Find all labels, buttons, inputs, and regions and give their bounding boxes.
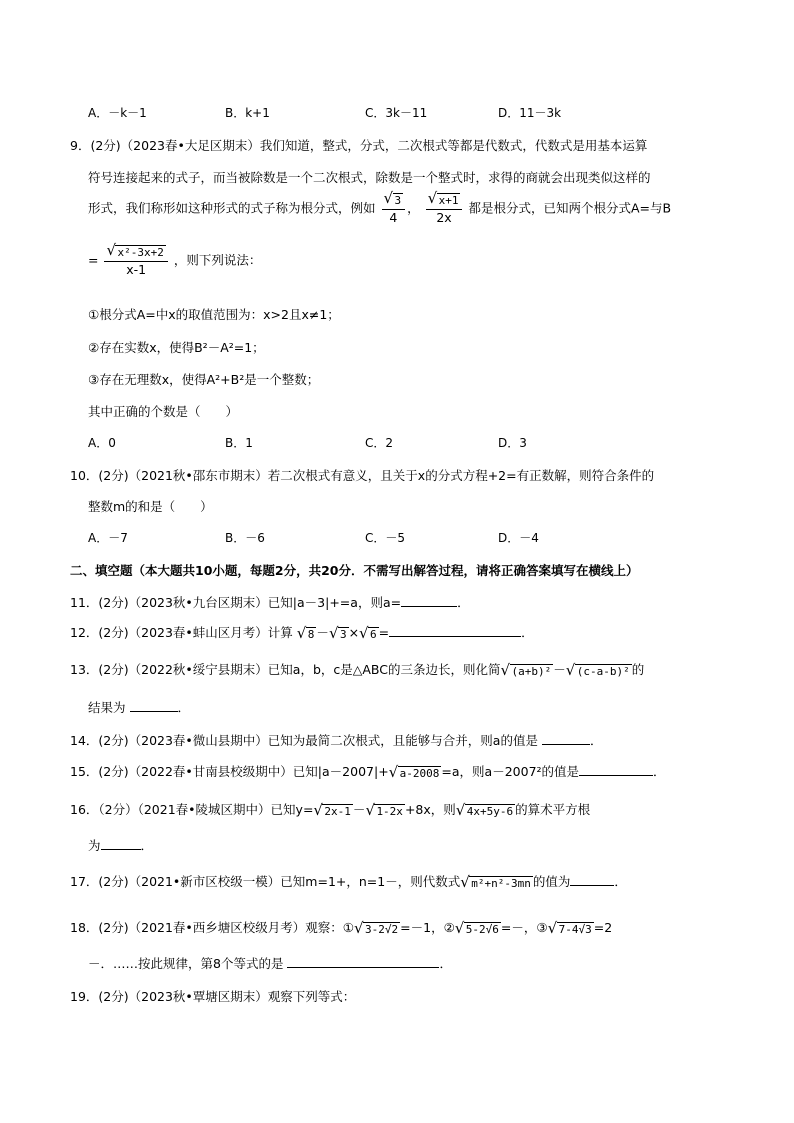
q14-text: 14．(2分)（2023春•微山县期中）已知为最简二次根式，且能够与合并，则a的值是 xyxy=(70,733,538,748)
example-1-denominator: 4 xyxy=(389,210,398,225)
q16-minus: － xyxy=(352,802,366,817)
q10-option-a: A．－7 xyxy=(88,531,128,545)
q16-radicand-1: 2x-1 xyxy=(324,805,351,818)
q12-text: 12．(2分)（2023春•蚌山区月考）计算 xyxy=(70,625,293,640)
q16-radicand-2: 1-2x xyxy=(376,805,403,818)
q15-answer-blank[interactable] xyxy=(579,775,653,776)
q13-line-2 xyxy=(88,698,190,716)
q19: 19．(2分)（2023秋•覃塘区期末）观察下列等式： xyxy=(70,989,356,1004)
q15-text: 15．(2分)（2022春•甘南县校级期中）已知|a－2007|+ xyxy=(70,764,389,779)
q13-text: 13．(2分)（2022秋•绥宁县期末）已知a，b，c是△ABC的三条边长，则化简 xyxy=(70,662,501,677)
example-2-radicand: x+1 xyxy=(438,194,459,207)
q15-end: ． xyxy=(653,764,666,779)
q9-option-b: B．1 xyxy=(225,436,253,450)
fraction-b-denominator: x-1 xyxy=(126,262,147,277)
q18-answer-blank[interactable] xyxy=(287,967,439,968)
q13-radicand-2: (c-a-b)² xyxy=(576,665,630,678)
fraction-b xyxy=(104,244,167,278)
q18-line-2 xyxy=(88,954,452,972)
q18-text: 18．(2分)（2021春•西乡塘区校级月考）观察：① xyxy=(70,920,355,935)
q9-line-4-text: ，则下列说法： xyxy=(173,252,262,268)
q10-line-2: 整数m的和是（ ） xyxy=(88,499,213,514)
fraction-b-radicand: x²-3x+2 xyxy=(117,246,164,259)
section-2-heading: 二、填空题（本大题共10小题，每题2分，共20分．不需写出解答过程，请将正确答案填写在横线上） xyxy=(70,563,639,578)
q8-option-c: C．3k－11 xyxy=(365,106,428,120)
q11-answer-blank[interactable] xyxy=(401,606,457,607)
q13 xyxy=(70,660,644,678)
q9-option-a: A．0 xyxy=(88,436,116,450)
q17-middle: 的值为 xyxy=(532,874,571,889)
q8-option-d: D．11－3k xyxy=(498,106,562,120)
q16-wei: 为 xyxy=(88,838,101,853)
q9-line-2: 符号连接起来的式子，而当被除数是一个二次根式，除数是一个整式时，求得的商就会出现类似这样的 xyxy=(88,170,651,185)
q14-answer-blank[interactable] xyxy=(542,744,590,745)
q16-line-2 xyxy=(88,836,153,854)
q9-line-3-text: 形式，我们称形如这种形式的式子称为根分式，例如 xyxy=(88,200,376,216)
q16-radicand-3: 4x+5y-6 xyxy=(466,805,514,818)
example-1-radicand: 3 xyxy=(394,194,402,207)
q13-answer-blank[interactable] xyxy=(130,711,178,712)
q16-middle: +8x，则 xyxy=(404,802,456,817)
q12-times: × xyxy=(348,625,360,640)
q15 xyxy=(70,762,666,780)
q12-end: ． xyxy=(521,625,534,640)
q18-radicand-1: 3-2√2 xyxy=(365,923,399,936)
q18-radicand-2: 5-2√6 xyxy=(465,923,499,936)
q16-text: 16．（2分）（2021春•陵城区期中）已知y= xyxy=(70,802,314,817)
q13-radicand-1: (a+b)² xyxy=(511,665,552,678)
q18-rule-text: －．……按此规律，第8个等式的是 xyxy=(88,956,284,971)
q9-statement-1: ①根分式A=中x的取值范围为：x>2且x≠1； xyxy=(88,307,340,322)
q15-middle: =a，则a－2007²的值是 xyxy=(441,764,580,779)
q16-period: ． xyxy=(140,838,154,853)
q18-radicand-3: 7-4√3 xyxy=(558,923,592,936)
q16-end: 的算术平方根 xyxy=(515,802,591,817)
q9-ask: 其中正确的个数是（ ） xyxy=(88,404,239,419)
q18 xyxy=(70,918,612,936)
q14-end: ． xyxy=(589,733,603,748)
q16-answer-blank[interactable] xyxy=(101,849,141,850)
example-fraction-2 xyxy=(426,192,463,226)
q12-radicand-1: 8 xyxy=(307,628,315,641)
q12-radicand-2: 3 xyxy=(339,628,347,641)
q9-line-1: 9．(2分)（2023春•大足区期末）我们知道，整式，分式，二次根式等都是代数式，代数式是用基本运算 xyxy=(70,138,648,153)
q9-option-d: D．3 xyxy=(498,436,527,450)
q18-period: ． xyxy=(439,956,452,971)
q17 xyxy=(70,872,627,890)
q8-option-a: A．－k－1 xyxy=(88,106,147,120)
q9-option-c: C．2 xyxy=(365,436,394,450)
q9-statement-3: ③存在无理数x，使得A²+B²是一个整数； xyxy=(88,372,320,387)
q11-end: ． xyxy=(457,595,470,610)
q9-statement-2: ②存在实数x，使得B²－A²=1； xyxy=(88,340,265,355)
q8-option-b: B．k+1 xyxy=(225,106,270,120)
q18-part-3: =2 xyxy=(593,920,613,935)
q10-line-1: 10．(2分)（2021秋•邵东市期末）若二次根式有意义，且关于x的分式方程+2=有正数解，则符合条件的 xyxy=(70,468,655,483)
q15-radicand: a-2008 xyxy=(399,767,440,780)
q18-part-2: =－，③ xyxy=(500,920,548,935)
q12-minus: － xyxy=(316,625,329,640)
example-2-denominator: 2x xyxy=(436,210,452,225)
q11-text: 11．(2分)（2023秋•九台区期末）已知|a－3|+=a，则a= xyxy=(70,595,402,610)
example-fraction-1 xyxy=(382,192,406,226)
q13-minus: － xyxy=(553,662,566,677)
q9-line-4: = √ $\frac{\text{x²-3x+2}}{x-1}$ ，则下列说法： xyxy=(88,244,261,278)
q9-line-3-end: 都是根分式，已知两个根分式A=与B xyxy=(468,200,672,216)
q10-option-b: B．－6 xyxy=(225,531,265,545)
q17-radicand: m²+n²-3mn xyxy=(471,877,531,890)
q12-answer-blank[interactable] xyxy=(389,636,521,637)
q17-text: 17．(2分)（2021•新市区校级一模）已知m=1+，n=1－，则代数式 xyxy=(70,874,461,889)
q18-part-1: =－1，② xyxy=(400,920,455,935)
q11 xyxy=(70,593,470,611)
q12 xyxy=(70,623,534,641)
q17-answer-blank[interactable] xyxy=(570,885,614,886)
q10-option-c: C．－5 xyxy=(365,531,406,545)
q9-line-3: 形式，我们称形如这种形式的式子称为根分式，例如 √ $\frac{3}{4}$ ， √ $\frac{x+1}{2x}$ 都是根分式，已知两个根分式A=与B xyxy=(88,192,671,226)
q10-option-d: D．－4 xyxy=(498,531,539,545)
q17-period: ． xyxy=(614,874,627,889)
q13-end: 的 xyxy=(631,662,645,677)
q16 xyxy=(70,800,590,818)
q13-period: ． xyxy=(177,700,191,715)
q13-result-label: 结果为 xyxy=(88,700,126,715)
q12-radicand-3: 6 xyxy=(370,628,377,641)
q14 xyxy=(70,731,602,749)
q12-equals: = xyxy=(378,625,390,640)
